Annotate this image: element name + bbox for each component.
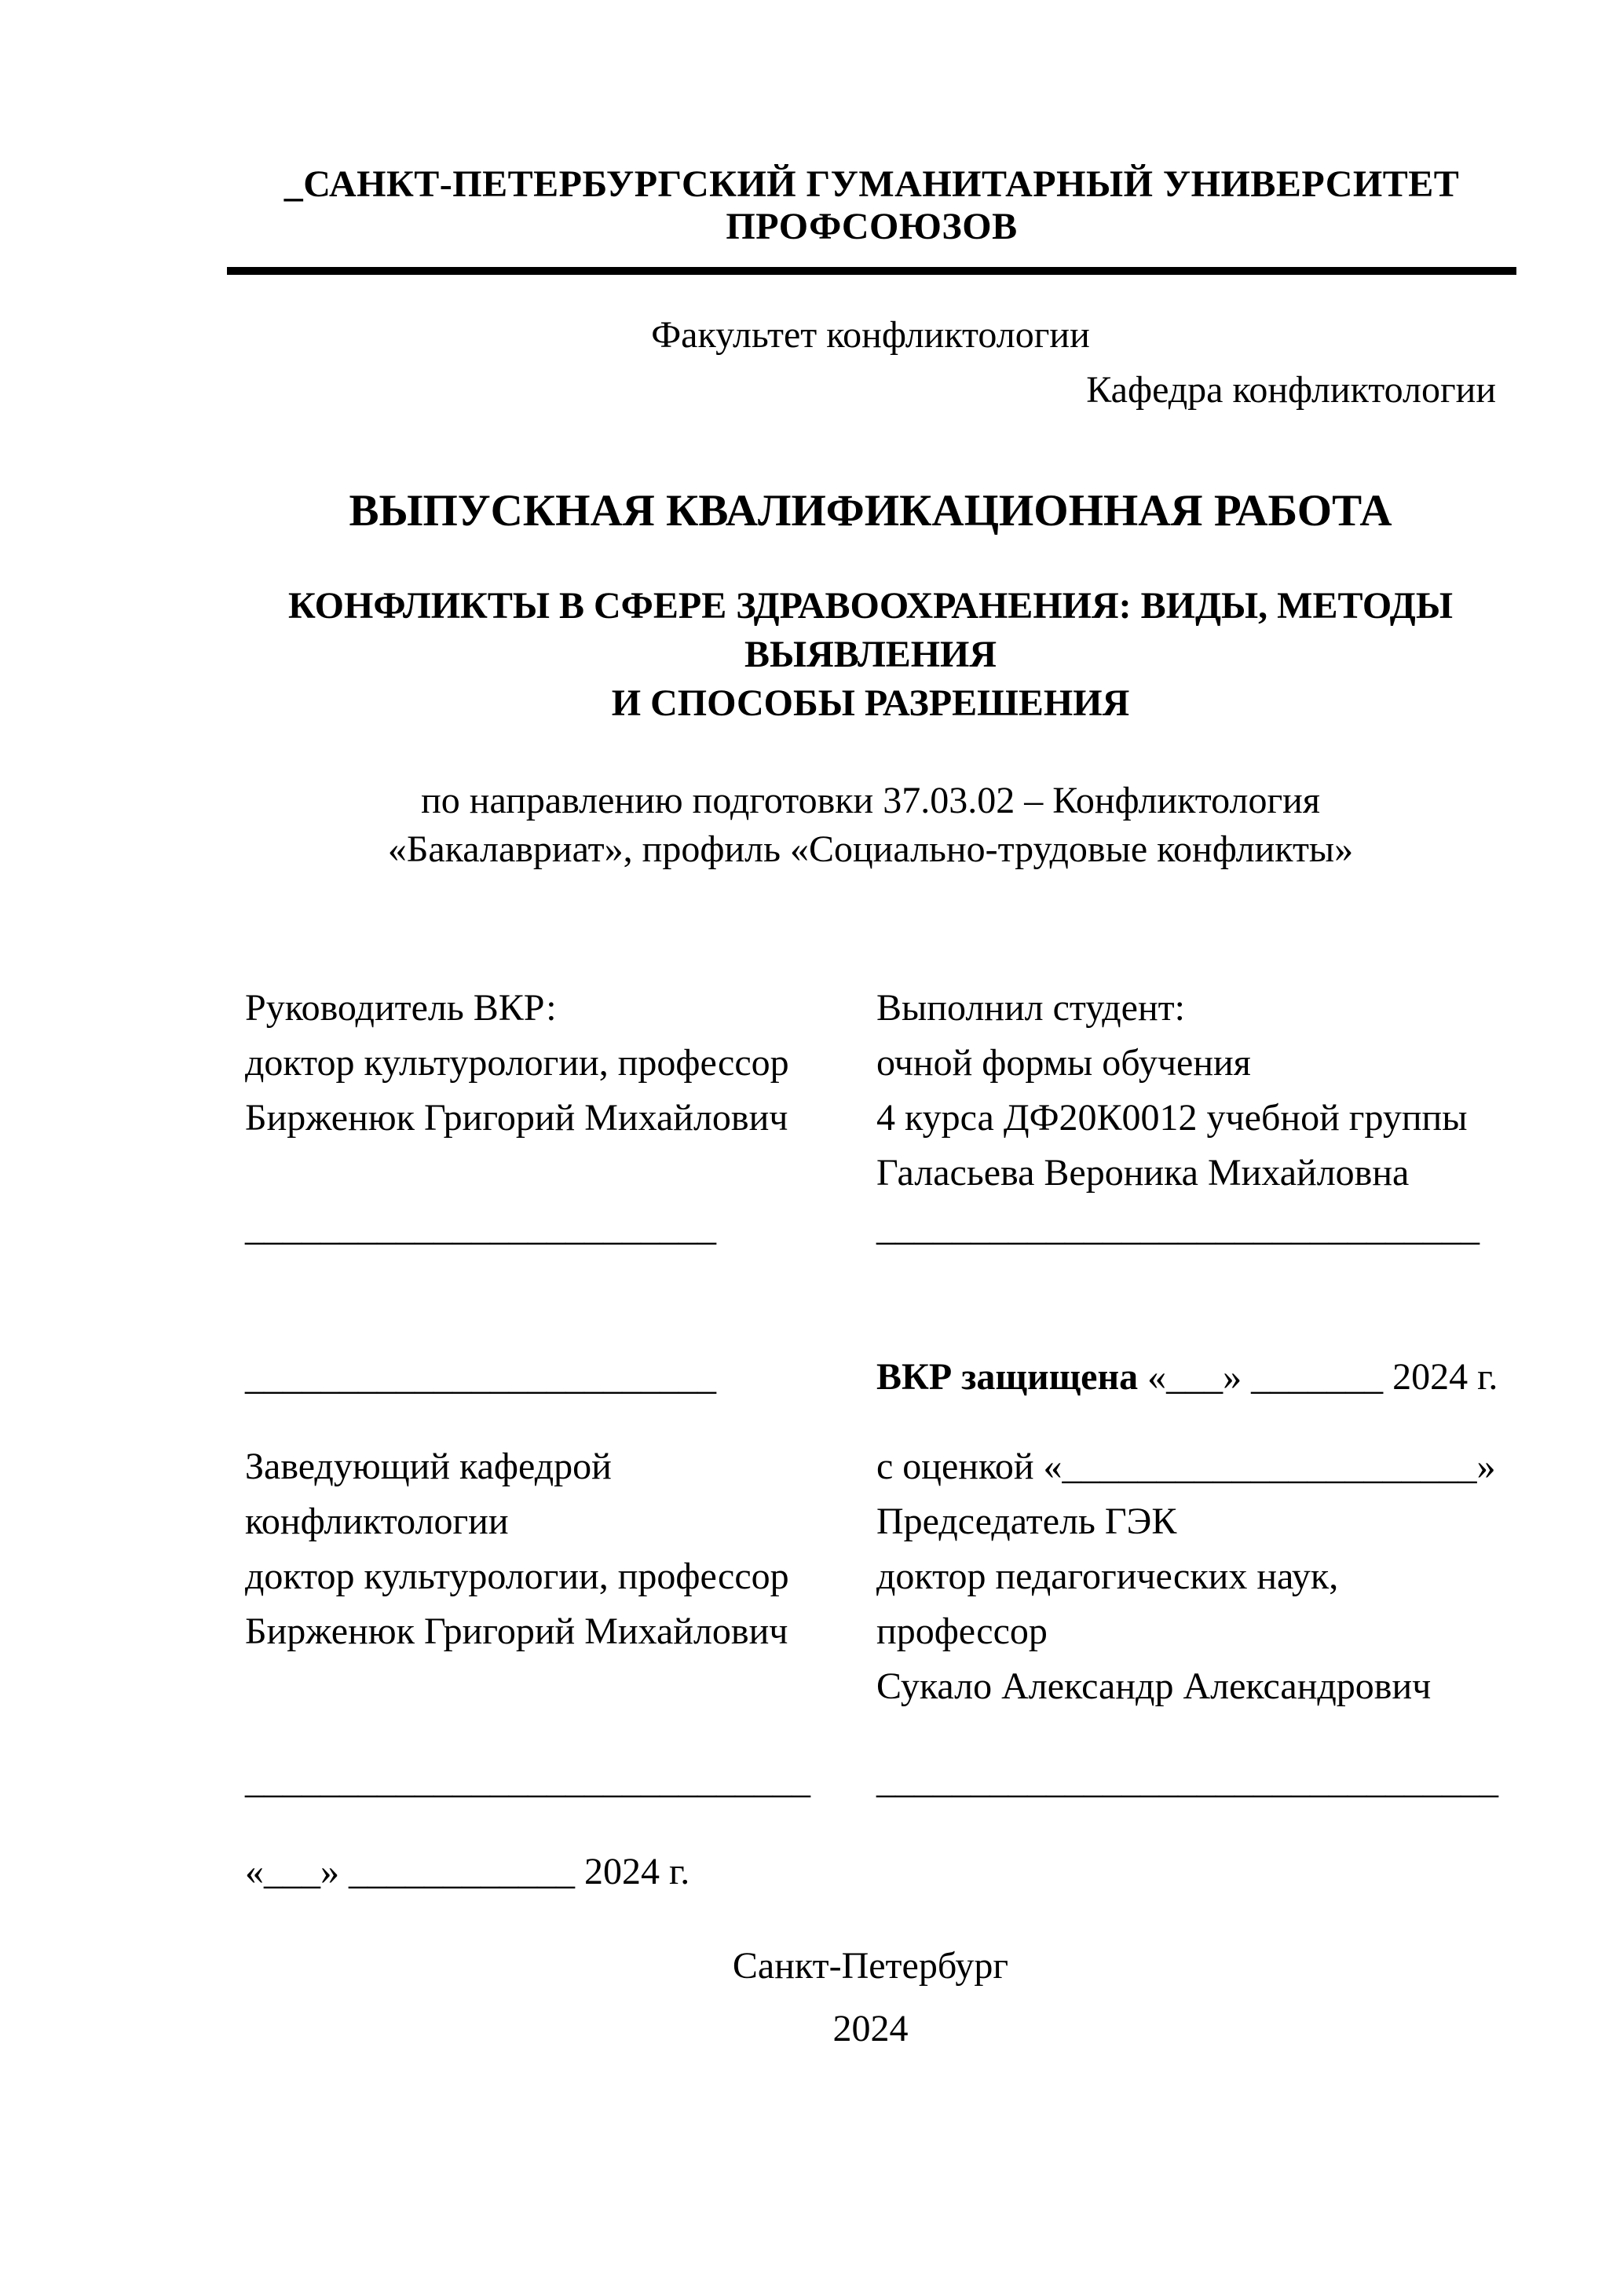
date-row [245,1844,1496,1899]
supervisor-column [245,981,876,1256]
committee-chairman-label: Председатель ГЭК [876,1501,1177,1542]
empty-column [876,1844,1496,1899]
committee-signature-column [876,1753,1498,1808]
defense-column [876,1350,1498,1405]
defense-date-blank: «___» _______ 2024 г. [1138,1356,1498,1398]
grade-line: с оценкой «______________________» [876,1446,1496,1487]
committee-signature-line: _________________________________ [876,1760,1498,1801]
head-signature-line: _________________________ [245,1356,716,1398]
thesis-topic-line2: И СПОСОБЫ РАЗРЕШЕНИЯ [611,682,1130,724]
department-head-name: Бирженюк Григорий Михайлович [245,1610,788,1652]
defense-label-bold: ВКР защищена [876,1356,1139,1398]
thesis-topic [245,582,1496,728]
supervisor-label: Руководитель ВКР: [245,987,557,1029]
student-study-form: очной формы обучения [876,1042,1251,1084]
student-group: 4 курса ДФ20К0012 учебной группы [876,1097,1468,1139]
leading-underline-mark: _ [283,163,304,205]
defense-line [876,1350,1498,1405]
spacer-line [245,1146,876,1201]
program-direction-line: по направлению подготовки 37.03.02 – Конфликтология [421,780,1320,821]
student-label: Выполнил студент: [876,987,1185,1029]
university-name: САНКТ-ПЕТЕРБУРГСКИЙ ГУМАНИТАРНЫЙ УНИВЕРСИТЕТ ПРОФСОЮЗОВ [303,163,1460,247]
department-head-signature-line: ______________________________ [245,1760,810,1801]
signature-lines-row [245,1753,1496,1808]
faculty-line: Факультет конфликтологии [651,314,1090,356]
supervisor-signature-line: _________________________ [245,1207,716,1249]
department-head-date-line: «___» ____________ 2024 г. [245,1851,690,1892]
student-name: Галасьева Вероника Михайловна [876,1152,1410,1194]
department-head-label-line2: конфликтологии [245,1501,509,1542]
head-committee-block [245,1439,1496,1714]
spacer-line [245,1659,876,1714]
committee-chairman-name: Сукало Александр Александрович [876,1665,1432,1707]
date-column [245,1844,876,1899]
committee-chairman-degree: доктор педагогических наук, [876,1556,1339,1597]
supervisor-student-block [245,981,1496,1256]
work-type-title: ВЫПУСКНАЯ КВАЛИФИКАЦИОННАЯ РАБОТА [349,486,1392,536]
supervisor-degree: доктор культурологии, профессор [245,1042,789,1084]
head-signature-column [245,1350,876,1405]
department-line: Кафедра конфликтологии [1086,369,1496,411]
student-column [876,981,1496,1256]
footer-year: 2024 [832,2008,909,2049]
department-head-label-line1: Заведующий кафедрой [245,1446,612,1487]
university-header [227,163,1516,275]
student-signature-line: ________________________________ [876,1207,1480,1249]
program-profile-line: «Бакалавриат», профиль «Социально-трудовые конфликты» [387,828,1354,870]
committee-chairman-title: профессор [876,1610,1048,1652]
department-head-column [245,1439,876,1714]
defense-row [245,1350,1496,1405]
footer-city: Санкт-Петербург [732,1945,1009,1987]
committee-column [876,1439,1496,1714]
supervisor-name: Бирженюк Григорий Михайлович [245,1097,788,1139]
department-head-degree: доктор культурологии, профессор [245,1556,789,1597]
program-block [245,777,1496,874]
thesis-topic-line1: КОНФЛИКТЫ В СФЕРЕ ЗДРАВООХРАНЕНИЯ: ВИДЫ, МЕТОДЫ ВЫЯВЛЕНИЯ [288,585,1453,675]
department-head-signature-column [245,1753,876,1808]
